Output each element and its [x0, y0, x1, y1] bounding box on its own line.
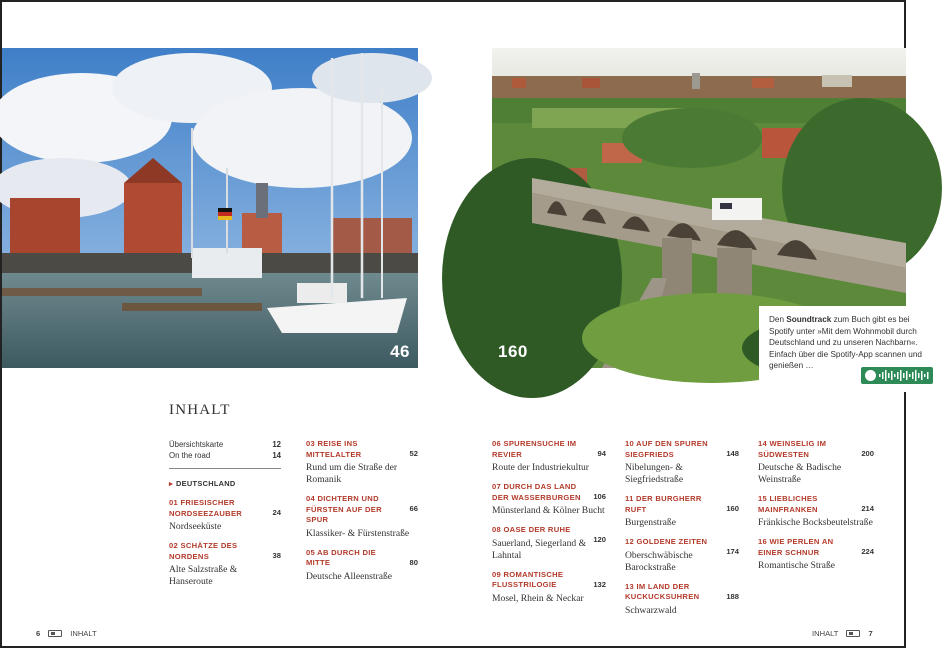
- spotify-info-box: Den Soundtrack zum Buch gibt es bei Spotify unter »Mit dem Wohnmobil durch Deutschland und zu unseren Nachbarn«. Einfach über die Spotify-App scannen und genießen …: [759, 306, 943, 392]
- divider: [169, 468, 281, 469]
- toc-on-the-road[interactable]: On the road 14: [169, 451, 281, 460]
- harbor-photo: [2, 48, 418, 368]
- toc-entry-03[interactable]: 03 REISE INS MITTELALTER 52 Rund um die Straße der Romanik: [306, 439, 418, 485]
- triangle-right-icon: ▸: [169, 479, 174, 488]
- left-footer: [36, 629, 97, 638]
- toc-entry-14[interactable]: 14 WEINSELIG IM SÜDWESTEN 200 Deutsche & Badische Weinstraße: [758, 439, 874, 485]
- toc-entry-05[interactable]: 05 AB DURCH DIE MITTE 80 Deutsche Alleenstraße: [306, 547, 418, 582]
- toc-column-4: [625, 439, 739, 625]
- toc-entry-07[interactable]: 07 DURCH DAS LAND DER WASSERBURGEN 106 Münsterland & Kölner Bucht: [492, 482, 606, 516]
- harbor-illustration: [2, 48, 418, 368]
- camper-van-icon: [48, 630, 62, 637]
- right-page: [454, 2, 922, 646]
- toc-overview-map[interactable]: Übersichtskarte 12: [169, 440, 281, 449]
- toc-column-1: [169, 439, 281, 596]
- photo-page-reference: 160: [498, 342, 528, 361]
- spotify-code-bars: [879, 370, 929, 381]
- toc-title: INHALT: [169, 402, 231, 418]
- toc-column-5: [758, 439, 874, 580]
- toc-entry-04[interactable]: 04 DICHTERN UND FÜRSTEN AUF DER SPUR 66 Klassiker- & Fürstenstraße: [306, 494, 418, 539]
- spotify-logo-icon: [865, 370, 876, 381]
- toc-entry-02[interactable]: 02 SCHÄTZE DES NORDENS 38 Alte Salzstraße & Hanseroute: [169, 541, 281, 587]
- camper-van-icon: [846, 630, 860, 637]
- toc-column-3: [492, 439, 606, 613]
- toc-entry-06[interactable]: 06 SPURENSUCHE IM REVIER 94 Route der Industriekultur: [492, 439, 606, 473]
- toc-entry-12[interactable]: 12 GOLDENE ZEITEN 174 Oberschwäbische Barockstraße: [625, 537, 739, 573]
- toc-entry-16[interactable]: 16 WIE PERLEN AN EINER SCHNUR 224 Romantische Straße: [758, 537, 874, 571]
- toc-entry-10[interactable]: 10 AUF DEN SPUREN SIEGFRIEDS 148 Nibelungen- & Siegfriedstraße: [625, 439, 739, 485]
- left-page: [2, 2, 454, 646]
- bridge-photo: [492, 48, 922, 371]
- running-head: INHALT: [70, 629, 97, 638]
- page-number: 7: [868, 629, 873, 638]
- toc-entry-09[interactable]: 09 ROMANTISCHE FLUSSTRILOGIE 132 Mosel, Rhein & Neckar: [492, 569, 606, 604]
- running-head: INHALT: [812, 629, 839, 638]
- toc-entry-11[interactable]: 11 DER BURGHERR RUFT 160 Burgenstraße: [625, 494, 739, 528]
- section-heading: ▸ DEUTSCHLAND: [169, 479, 236, 488]
- toc-entry-01[interactable]: 01 FRIESISCHER NORDSEEZAUBER 24 Nordseeküste: [169, 498, 281, 532]
- right-footer: [812, 629, 873, 638]
- photo-page-reference: 46: [390, 342, 410, 361]
- toc-entry-13[interactable]: 13 IM LAND DER KUCKUCKSUHREN 188 Schwarzwald: [625, 581, 739, 616]
- spotify-scan-code[interactable]: [861, 367, 933, 384]
- toc-entry-15[interactable]: 15 LIEBLICHES MAINFRANKEN 214 Fränkische Bocksbeutelstraße: [758, 494, 874, 528]
- page-number: 6: [36, 629, 41, 638]
- toc-entry-08[interactable]: 08 OASE DER RUHE 120 Sauerland, Siegerland & Lahntal: [492, 525, 606, 561]
- toc-column-2: [306, 439, 418, 591]
